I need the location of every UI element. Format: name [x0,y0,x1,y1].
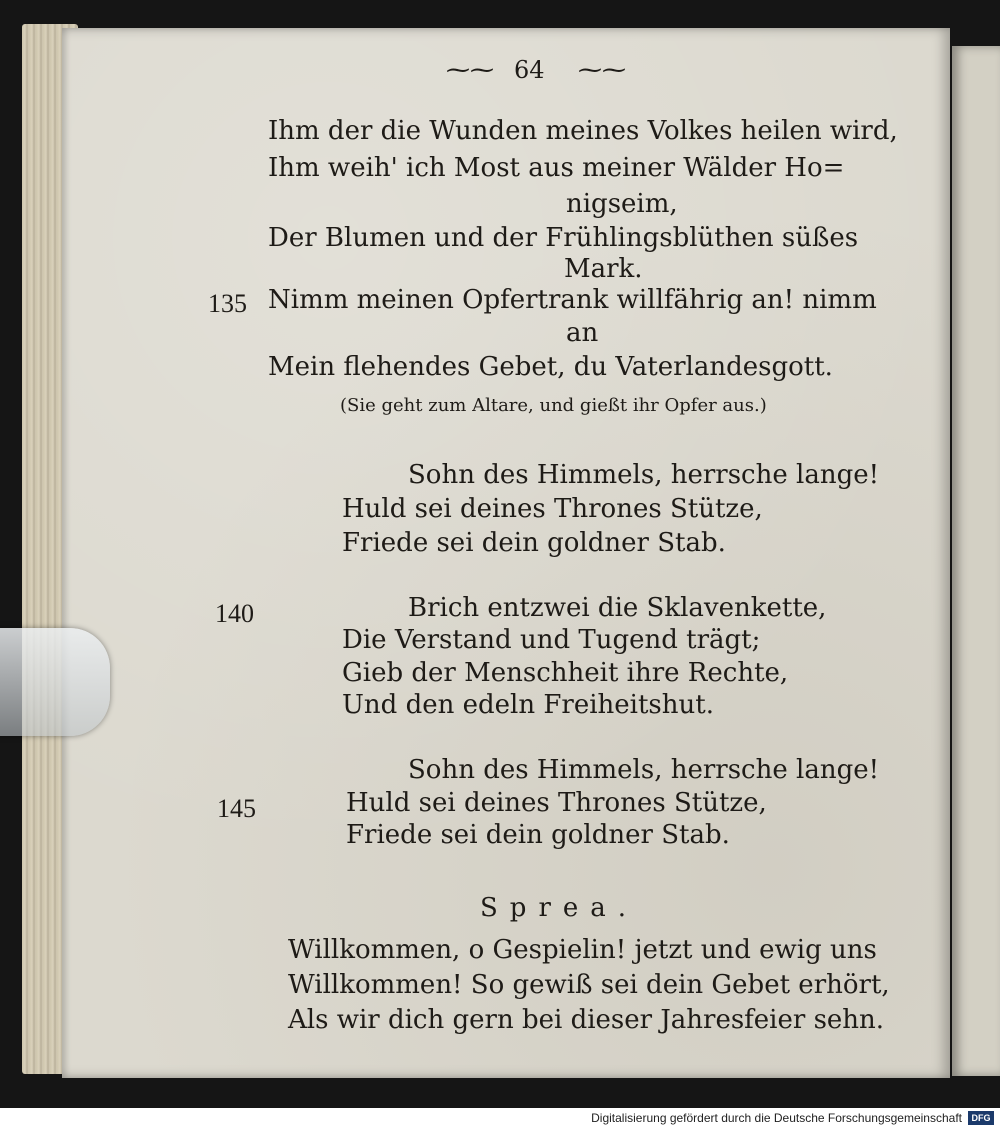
verse-line: Als wir dich gern bei dieser Jahresfeier sehn. [288,1005,885,1035]
footer-credit: Digitalisierung gefördert durch die Deutsche Forschungsgemeinschaft [591,1111,962,1125]
dfg-logo: DFG [968,1111,994,1125]
line-number: 135 [208,289,247,318]
verse-line-continuation: Mark. [564,254,643,284]
song-line: Friede sei dein goldner Stab. [346,820,730,850]
page-number: 64 [514,56,545,84]
verse-line: Der Blumen und der Frühlingsblüthen süßes [268,223,859,253]
song-line: Huld sei deines Thrones Stütze, [346,788,767,818]
song-line: Sohn des Himmels, herrsche lange! [408,755,880,785]
verse-line: Nimm meinen Opfertrank willfährig an! nimm [268,285,877,315]
stage-direction: (Sie geht zum Altare, und gießt ihr Opfer aus.) [340,395,767,416]
line-number: 145 [217,794,256,823]
page-clip [0,628,110,736]
verse-line: Mein flehendes Gebet, du Vaterlandesgott. [268,352,833,382]
facing-page-edge [952,46,1000,1076]
folio-ornament-left: ⁓⁓ [446,56,494,84]
song-line: Huld sei deines Thrones Stütze, [342,494,763,524]
verse-line: Willkommen! So gewiß sei dein Gebet erhört, [288,970,890,1000]
verse-line-continuation: an [566,318,599,348]
song-line: Und den edeln Freiheitshut. [342,690,714,720]
song-line: Friede sei dein goldner Stab. [342,528,726,558]
digitization-footer [0,1108,1000,1129]
song-line: Sohn des Himmels, herrsche lange! [408,460,880,490]
song-line: Brich entzwei die Sklavenkette, [408,593,827,623]
verse-line: Ihm weih' ich Most aus meiner Wälder Ho= [268,153,845,183]
verse-line: Ihm der die Wunden meines Volkes heilen wird, [268,116,898,146]
song-line: Die Verstand und Tugend trägt; [342,625,761,655]
verse-line: Willkommen, o Gespielin! jetzt und ewig uns [288,935,877,965]
song-line: Gieb der Menschheit ihre Rechte, [342,658,789,688]
line-number: 140 [215,599,254,628]
verse-line-continuation: nigseim, [566,189,678,219]
speaker-name: Sprea. [480,893,639,923]
folio-ornament-right: ⁓⁓ [578,56,626,84]
